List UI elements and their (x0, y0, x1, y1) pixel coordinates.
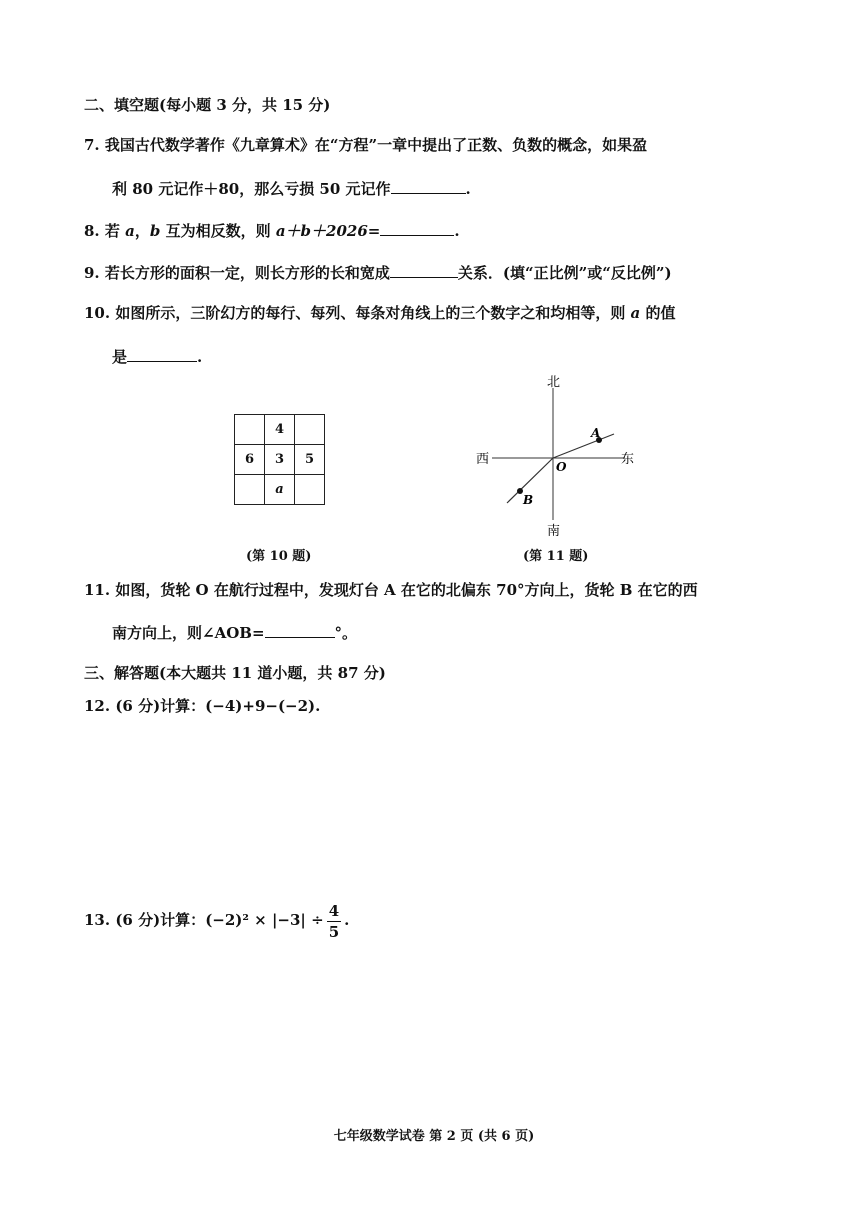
q10-line1: 10. 如图所示，三阶幻方的每行、每列、每条对角线上的三个数字之和均相等，则 a 的值 (84, 304, 676, 322)
q9-blank[interactable] (390, 261, 458, 278)
q13-expr: (−2)² × |−3| ÷ (205, 911, 324, 929)
q10-line2: 是 . (112, 345, 202, 367)
q8-blank[interactable] (380, 219, 454, 236)
q7-line2: 利 80 元记作＋80，那么亏损 50 元记作 . (112, 177, 471, 199)
q8: 8. 若 a，b 互为相反数，则 a＋b＋2026= . (84, 219, 460, 241)
q12: 12. (6 分)计算：(−4)+9−(−2). (84, 697, 321, 715)
label-east: 东 (621, 452, 635, 467)
q10-blank[interactable] (127, 345, 197, 362)
q7-line1: 7. 我国古代数学著作《九章算术》在“方程”一章中提出了正数、负数的概念，如果盈 (84, 136, 648, 154)
label-A: A (591, 426, 601, 440)
q7-blank[interactable] (391, 177, 466, 194)
magic-square: 4 6 3 5 a (234, 414, 325, 505)
section-2-title: 二、填空题(每小题 3 分，共 15 分) (84, 96, 331, 114)
label-B: B (523, 493, 534, 507)
fig11-diagram (470, 370, 670, 550)
q11-line2: 南方向上，则∠AOB= °。 (112, 621, 357, 643)
q7-text: 利 80 元记作＋80，那么亏损 50 元记作 (112, 180, 391, 198)
label-O: O (556, 460, 567, 474)
label-north: 北 (547, 375, 561, 390)
section-3-title: 三、解答题(本大题共 11 道小题，共 87 分) (84, 664, 386, 682)
label-south: 南 (547, 524, 561, 539)
q9: 9. 若长方形的面积一定，则长方形的长和宽成 关系．(填“正比例”或“反比例”) (84, 261, 672, 283)
label-west: 西 (476, 452, 490, 467)
fig10-caption: (第 10 题) (246, 549, 312, 564)
q11-line1: 11. 如图，货轮 O 在航行过程中，发现灯台 A 在它的北偏东 70°方向上，货轮 B 在它的西 (84, 581, 698, 599)
fraction: $\frac{4}{5}$ (328, 901, 340, 941)
fig11-caption: (第 11 题) (523, 549, 589, 564)
q13: 13. (6 分)计算：(−2)² × |−3| ÷ $\frac{4}{5}$ . (84, 901, 350, 941)
page-footer: 七年级数学试卷 第 2 页 (共 6 页) (333, 1129, 535, 1144)
q11-blank[interactable] (265, 621, 335, 638)
